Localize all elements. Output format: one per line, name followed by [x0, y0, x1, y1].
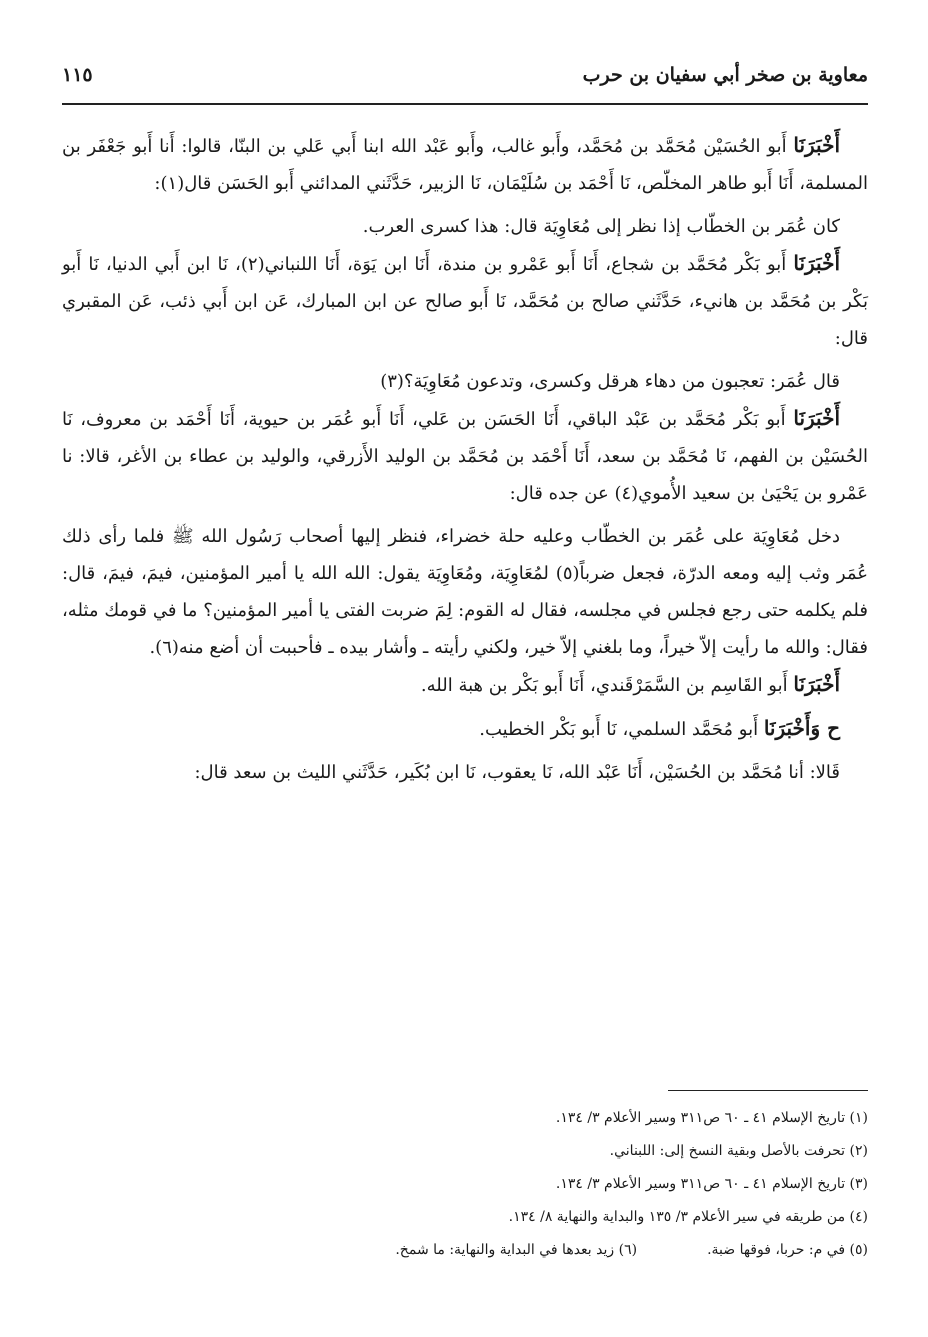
header-rule — [62, 103, 868, 105]
paragraph — [62, 245, 868, 357]
paragraph — [62, 363, 868, 400]
footnote: (١) تاريخ الإسلام ٤١ ـ ٦٠ ص٣١١ وسير الأعلام ٣/ ١٣٤. — [555, 1110, 868, 1126]
chain-keyword: ح وَأَخْبَرَنَا — [763, 716, 840, 740]
footnote: (٦) زيد بعدها في البداية والنهاية: ما شمخ. — [395, 1242, 638, 1258]
paragraph — [62, 710, 868, 748]
footnote-separator — [668, 1090, 868, 1091]
paragraph — [62, 666, 868, 704]
footnotes — [62, 1102, 868, 1267]
footnote: (٤) من طريقه في سير الأعلام ٣/ ١٣٥ والبداية والنهاية ٨/ ١٣٤. — [508, 1209, 868, 1225]
paragraph — [62, 127, 868, 202]
chain-keyword: أَخْبَرَنَا — [793, 133, 840, 157]
paragraph — [62, 754, 868, 791]
footnote-pair — [62, 1234, 868, 1267]
paragraph — [62, 518, 868, 666]
paragraph-text: أَبو بَكْر مُحَمَّد بن شجاع، أَنَا أَبو عَمْرو بن مندة، أَنَا ابن يَوَة، أَنَا اللنباني(٢)، نَا ابن أَبي الدنيا، نَا أَبو بَكْر بن مُحَمَّد بن هانيء، حَدَّثَني صالح بن مُحَمَّد، نَا أَبو صالح عن ابن المبارك، عَن ابن أَبي ذئب، عَن المقبري قال: — [62, 254, 868, 349]
running-title: معاوية بن صخر أبي سفيان بن حرب — [582, 64, 868, 86]
paragraph — [62, 400, 868, 512]
chain-keyword: أَخْبَرَنَا — [793, 672, 840, 696]
main-text — [62, 127, 868, 791]
footnote: (٣) تاريخ الإسلام ٤١ ـ ٦٠ ص٣١١ وسير الأعلام ٣/ ١٣٤. — [555, 1176, 868, 1192]
paragraph-text: أَبو الحُسَيْن مُحَمَّد بن مُحَمَّد، وأَبو غالب، وأَبو عَبْد الله ابنا أَبي عَلي بن البنّا، قالوا: أَنا أَبو جَعْفَر بن المسلمة، أَنَا أَبو طاهر المخلّص، نَا أَحْمَد بن سُلَيْمَان، نَا الزبير، حَدَّثَني المدائني أَبو الحَسَن قال(١): — [62, 136, 868, 194]
paragraph-text: قَالا: أنا مُحَمَّد بن الحُسَيْن، أَنَا عَبْد الله، نَا يعقوب، نَا ابن بُكَير، حَدَّثَني الليث بن سعد قال: — [194, 762, 840, 783]
chain-keyword: أَخْبَرَنَا — [793, 251, 840, 275]
chain-keyword: أَخْبَرَنَا — [793, 406, 840, 430]
paragraph — [62, 208, 868, 245]
paragraph-text: أَبو مُحَمَّد السلمي، نَا أَبو بَكْر الخطيب. — [479, 719, 764, 740]
footnote: (٢) تحرفت بالأصل وبقية النسخ إلى: اللبناني. — [609, 1143, 868, 1159]
footnote: (٥) في م: حربا، فوقها ضبة. — [707, 1242, 868, 1258]
page-number: ١١٥ — [62, 64, 93, 86]
paragraph-text: قال عُمَر: تعجبون من دهاء هرقل وكسرى، وتدعون مُعَاوِيَة؟(٣) — [380, 371, 840, 392]
paragraph-text: دخل مُعَاوِيَة على عُمَر بن الخطّاب وعليه حلة خضراء، فنظر إليها أصحاب رَسُول الله ﷺ فلما رأى ذلك عُمَر وثب إليه ومعه الدرّة، فجعل ضرباً(٥) لمُعَاوِيَة، ومُعَاوِيَة يقول: الله الله يا أمير المؤمنين، فيمَ، فيمَ، قال: فلم يكلمه حتى رجع فجلس في مجلسه، فقال له القوم: لِمَ ضربت الفتى يا أمير المؤمنين؟ ما في قومك مثله، فقال: والله ما رأيت إلاّ خيراً، وما بلغني إلاّ خير، ولكني رأيته ـ وأشار بيده ـ فأحببت أن أضع منه(٦). — [62, 526, 868, 658]
paragraph-text: كان عُمَر بن الخطّاب إذا نظر إلى مُعَاوِيَة قال: هذا كسرى العرب. — [362, 216, 840, 237]
paragraph-text: أَبو القَاسِم بن السَّمَرْقَندي، أَنَا أَبو بَكْر بن هبة الله. — [420, 675, 794, 696]
page-header — [62, 58, 868, 98]
paragraph-text: أَبو بَكْر مُحَمَّد بن عَبْد الباقي، أَنَا الحَسَن بن عَلي، أَنَا أَبو عُمَر بن حيوية، أَنَا أَحْمَد بن معروف، نَا الحُسَيْن بن الفهم، نَا مُحَمَّد بن سعد، أَنَا أَحْمَد بن مُحَمَّد بن الوليد الأَزرقي، والوليد بن عطاء بن الأغر، قالا: نا عَمْرو بن يَحْيَىٰ بن سعيد الأُموي(٤) عن جده قال: — [62, 409, 868, 504]
